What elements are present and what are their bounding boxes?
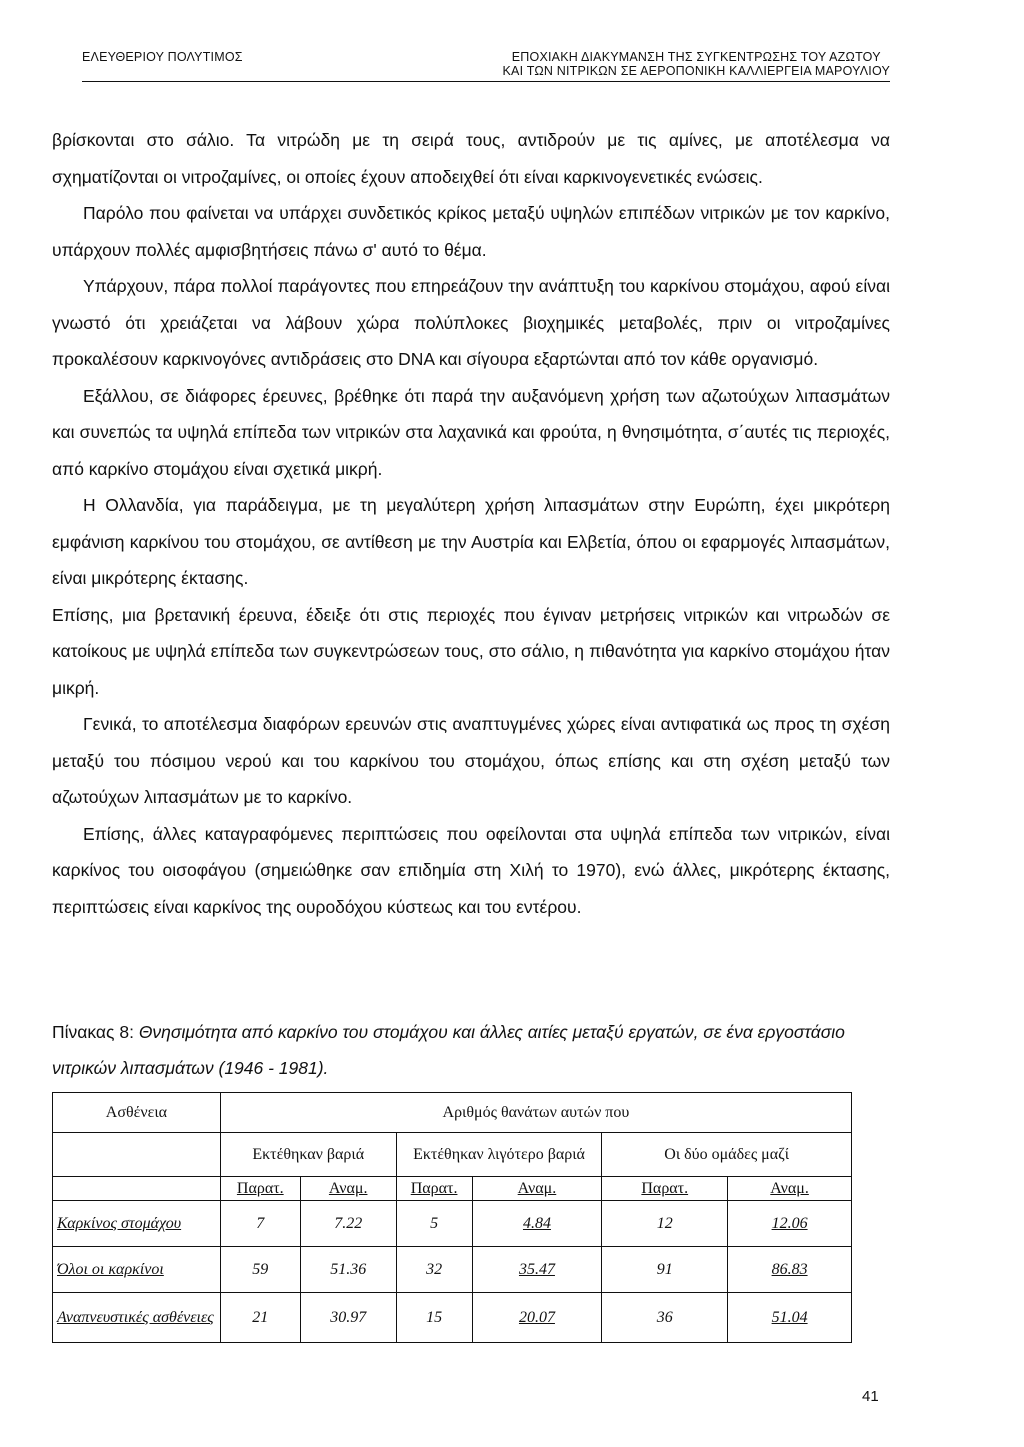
- cell-value: 91: [602, 1247, 728, 1293]
- cell-value: 12: [602, 1201, 728, 1247]
- header-title: ΕΠΟΧΙΑΚΗ ΔΙΑΚΥΜΑΝΣΗ ΤΗΣ ΣΥΓΚΕΝΤΡΩΣΗΣ ΤΟΥ ΑΖΩΤΟΥ ΚΑΙ ΤΩΝ ΝΙΤΡΙΚΩΝ ΣΕ ΑΕΡΟΠΟΝΙΚΗ ΚΑΛΛΙΕΡΓΕΙΑ ΜΑΡΟΥΛΙΟΥ: [502, 50, 890, 78]
- header-rule: [82, 81, 890, 82]
- cell-value: 15: [396, 1293, 472, 1343]
- cell-value: 5: [396, 1201, 472, 1247]
- table-caption: [52, 1014, 890, 1086]
- table-row: [53, 1293, 852, 1343]
- group-heavy: Εκτέθηκαν βαριά: [220, 1133, 396, 1177]
- cell-value: 35.47: [472, 1247, 602, 1293]
- paragraph: Εξάλλου, σε διάφορες έρευνες, βρέθηκε ότι παρά την αυξανόμενη χρήση των αζωτούχων λιπασμάτων και συνεπώς τα υψηλά επίπεδα των νιτρικών στα λαχανικά και φρούτα, η θνησιμότητα, σ΄αυτές τις περιοχές, από καρκίνο στομάχου είναι σχετικά μικρή.: [52, 385, 890, 479]
- cell-value: 51.04: [728, 1293, 852, 1343]
- header-disease: Ασθένεια: [53, 1093, 221, 1133]
- sub-observed: Παρατ.: [602, 1177, 728, 1201]
- mortality-table: [52, 1092, 852, 1343]
- page-number: 41: [862, 1388, 879, 1405]
- page-header: [82, 46, 890, 84]
- paragraph: Επίσης, μια βρετανική έρευνα, έδειξε ότι στις περιοχές που έγιναν μετρήσεις νιτρικών και νιτρωδών σε κατοίκους με υψηλά επίπεδα των συγκεντρώσεων τους, στο σάλιο, η πιθανότητα για καρκίνο στομάχου ήταν μικρή.: [52, 604, 890, 698]
- paragraph: Η Ολλανδία, για παράδειγμα, με τη μεγαλύτερη χρήση λιπασμάτων στην Ευρώπη, έχει μικρότερη εμφάνιση καρκίνου του στομάχου, σε αντίθεση με την Αυστρία και Ελβετία, όπου οι εφαρμογές λιπασμάτων, είναι μικρότερης έκτασης.: [52, 495, 890, 588]
- cell-value: 32: [396, 1247, 472, 1293]
- group-less: Εκτέθηκαν λιγότερο βαριά: [396, 1133, 602, 1177]
- table-row: [53, 1201, 852, 1247]
- cell-value: 30.97: [300, 1293, 396, 1343]
- cell-value: 20.07: [472, 1293, 602, 1343]
- cell-value: 7: [220, 1201, 300, 1247]
- sub-observed: Παρατ.: [220, 1177, 300, 1201]
- row-label: Αναπνευστικές ασθένειες: [53, 1293, 221, 1343]
- cell-value: 86.83: [728, 1247, 852, 1293]
- cell-value: 4.84: [472, 1201, 602, 1247]
- sub-expected: Αναμ.: [728, 1177, 852, 1201]
- sub-empty: [53, 1177, 221, 1201]
- cell-value: 51.36: [300, 1247, 396, 1293]
- row-label: Όλοι οι καρκίνοι: [53, 1247, 221, 1293]
- caption-prefix: Πίνακας 8:: [52, 1022, 139, 1042]
- sub-observed: Παρατ.: [396, 1177, 472, 1201]
- table-row: [53, 1247, 852, 1293]
- body-text: [52, 122, 890, 925]
- paragraph: Επίσης, άλλες καταγραφόμενες περιπτώσεις που οφείλονται στα υψηλά επίπεδα των νιτρικών, είναι καρκίνος του οισοφάγου (σημειώθηκε σαν επιδημία στη Χιλή το 1970), ενώ άλλες, μικρότερης έκτασης, περιπτώσεις είναι καρκίνος της ουροδόχου κύστεως και του εντέρου.: [52, 823, 890, 917]
- paragraph: Υπάρχουν, πάρα πολλοί παράγοντες που επηρεάζουν την ανάπτυξη του καρκίνου στομάχου, αφού είναι γνωστό ότι χρειάζεται να λάβουν χώρα πολύπλοκες βιοχημικές μεταβολές, πριν οι νιτροζαμίνες προκαλέσουν καρκινογόνες αντιδράσεις στο DNA και σίγουρα εξαρτώνται από τον κάθε οργανισμό.: [52, 276, 890, 369]
- cell-value: 59: [220, 1247, 300, 1293]
- cell-value: 21: [220, 1293, 300, 1343]
- sub-expected: Αναμ.: [472, 1177, 602, 1201]
- header-deaths: Αριθμός θανάτων αυτών που: [220, 1093, 851, 1133]
- paragraph: βρίσκονται στο σάλιο. Τα νιτρώδη με τη σειρά τους, αντιδρούν με τις αμίνες, με αποτέλεσμα να σχηματίζονται οι νιτροζαμίνες, οι οποίες έχουν αποδειχθεί ότι είναι καρκινογενετικές ενώσεις.: [52, 130, 890, 187]
- header-empty: [53, 1133, 221, 1177]
- caption-title: Θνησιμότητα από καρκίνο του στομάχου και άλλες αιτίες μεταξύ εργατών, σε ένα εργοστάσιο νιτρικών λιπασμάτων (1946 - 1981).: [52, 1022, 845, 1078]
- cell-value: 36: [602, 1293, 728, 1343]
- cell-value: 7.22: [300, 1201, 396, 1247]
- paragraph: Γενικά, το αποτέλεσμα διαφόρων ερευνών στις αναπτυγμένες χώρες είναι αντιφατικά ως προς τη σχέση μεταξύ του πόσιμου νερού και του καρκίνου του στομάχου, όπως επίσης και στη σχέση μεταξύ των αζωτούχων λιπασμάτων με το καρκίνο.: [52, 714, 890, 807]
- row-label: Καρκίνος στομάχου: [53, 1201, 221, 1247]
- group-both: Οι δύο ομάδες μαζί: [602, 1133, 852, 1177]
- header-author: ΕΛΕΥΘΕΡΙΟΥ ΠΟΛΥΤΙΜΟΣ: [82, 50, 243, 64]
- sub-expected: Αναμ.: [300, 1177, 396, 1201]
- paragraph: Παρόλο που φαίνεται να υπάρχει συνδετικός κρίκος μεταξύ υψηλών επιπέδων νιτρικών με τον καρκίνο, υπάρχουν πολλές αμφισβητήσεις πάνω σ' αυτό το θέμα.: [52, 203, 890, 260]
- cell-value: 12.06: [728, 1201, 852, 1247]
